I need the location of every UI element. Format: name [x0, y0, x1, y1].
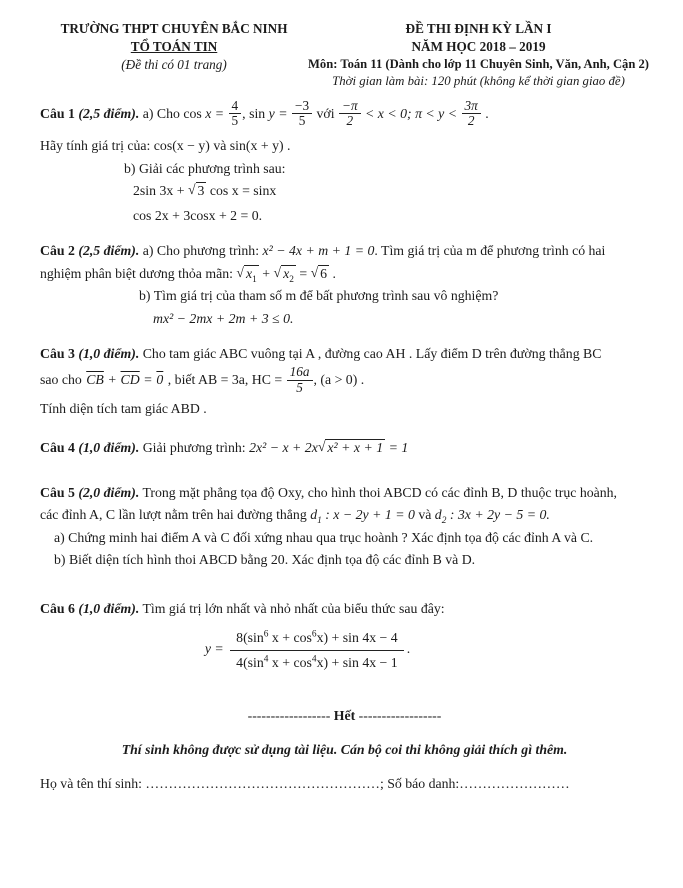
radicand-sub: 2 — [289, 274, 294, 285]
denominator: 5 — [298, 113, 306, 129]
q5-line2-pre: các đỉnh A, C lần lượt nằm trên hai đường thẳng — [40, 507, 307, 523]
num-t1: 8(sin — [236, 630, 264, 646]
question-4 — [40, 438, 649, 458]
sqrt-sign: √ — [236, 264, 244, 280]
num-t2: x + cos — [271, 630, 312, 646]
fraction — [292, 99, 312, 129]
radical — [188, 183, 206, 198]
q5-line2 — [40, 505, 649, 525]
numerator: 16a — [287, 365, 313, 380]
q2a-condition: nghiệm phân biệt dương thỏa mãn: — [40, 265, 233, 281]
numerator: −3 — [292, 99, 312, 114]
het-dashes-left: ------------------ — [247, 707, 331, 723]
question-1 — [40, 97, 649, 227]
equals-sign: = — [299, 265, 308, 281]
q3-label: Câu 3 — [40, 345, 75, 361]
question-2 — [40, 241, 649, 329]
q1-part-b-label: b) Giải các phương trình sau: — [124, 160, 286, 176]
den-exp1: 4 — [263, 654, 269, 665]
d2-base: d — [434, 507, 442, 523]
document-header — [40, 20, 649, 90]
d1-base: d — [310, 507, 318, 523]
q6-intro: Tìm giá trị lớn nhất và nhỏ nhất của biểu thức sau đây: — [142, 601, 445, 617]
q1-eq1-post: cos x = sinx — [209, 183, 277, 199]
q6-intro-line — [40, 599, 649, 619]
q1a-end: . — [485, 105, 489, 121]
q1-points: (2,5 điểm). — [78, 105, 140, 121]
denominator: 2 — [467, 113, 475, 129]
candidate-id-label: ; Số báo danh: — [379, 775, 460, 791]
duration-line: Thời gian làm bài: 120 phút (không kể thời gian giao đề) — [332, 73, 625, 88]
d1-equation: : x − 2y + 1 = 0 — [325, 507, 415, 523]
q2a-post: . Tìm giá trị của m để phương trình có hai — [374, 243, 606, 259]
q2a-pre: a) Cho phương trình: — [142, 243, 260, 259]
num-t3: x) + sin 4x − 4 — [316, 630, 398, 646]
exam-title: ĐỀ THI ĐỊNH KỲ LẦN I — [405, 21, 552, 36]
question-5 — [40, 483, 649, 571]
numerator: −π — [339, 99, 361, 114]
radicand-base: x — [245, 265, 253, 281]
het-dashes-right: ------------------ — [358, 707, 442, 723]
q2-part-a-line1 — [40, 241, 649, 261]
candidate-name-label: Họ và tên thí sinh: — [40, 775, 142, 791]
subject-line: Môn: Toán 11 (Dành cho lớp 11 Chuyên Sinh, Văn, Anh, Cận 2) — [308, 56, 649, 71]
school-block — [40, 20, 308, 90]
fraction — [287, 365, 313, 395]
radical — [236, 264, 258, 285]
q5-statement: Trong mặt phẳng tọa độ Oxy, cho hình thoi ABCD có các đỉnh B, D thuộc trục hoành, — [142, 484, 617, 500]
exam-info-block — [308, 20, 649, 90]
vector-CD: $\overline{CD}$ — [120, 372, 140, 388]
radicand — [281, 265, 296, 285]
q5-label: Câu 5 — [40, 484, 75, 500]
fraction — [229, 99, 242, 129]
q1-equation-1 — [133, 181, 649, 201]
q6-points: (1,0 điểm). — [78, 601, 140, 617]
q2a-equation: x² − 4x + m + 1 = 0 — [262, 243, 375, 259]
radical — [311, 266, 329, 281]
candidate-id-dots: …………………… — [459, 775, 570, 791]
q2-part-b-label: b) Tìm giá trị của tham số m để bất phương trình sau vô nghiệm? — [139, 288, 499, 304]
fraction — [462, 99, 481, 129]
denominator: 5 — [296, 379, 303, 395]
num-exp1: 6 — [263, 629, 269, 640]
question-3 — [40, 344, 649, 419]
q1a-sin: sin — [249, 105, 266, 121]
sqrt-sign: √ — [310, 264, 319, 280]
het-line — [40, 706, 649, 726]
q5-va: và — [418, 507, 432, 523]
plus-sign: + — [108, 372, 117, 388]
q1-part-a2-line — [40, 136, 649, 156]
den-t2: x + cos — [271, 655, 312, 670]
q5-item-b: b) Biết diện tích hình thoi ABCD bằng 20. Xác định tọa độ các đỉnh B và D. — [54, 552, 476, 568]
den-exp2: 4 — [311, 654, 317, 665]
q4-label: Câu 4 — [40, 439, 75, 455]
document-footer — [40, 706, 649, 794]
q2-part-a-line2 — [40, 264, 649, 284]
q4-line — [40, 438, 649, 458]
q5-item-a: a) Chứng minh hai điểm A và C đối xứng nhau qua trục hoành ? Xác định tọa độ các đỉnh A và C. — [54, 529, 594, 545]
q1-eq1-pre: 2sin 3x + — [133, 183, 185, 199]
q1a2-expr2: sin(x + y) — [229, 138, 284, 154]
q3-end: , (a > 0) . — [313, 372, 365, 388]
q1a-voi: với — [316, 105, 335, 121]
q4-eq-pre: 2x² − x + 2x — [249, 439, 318, 455]
radical — [318, 440, 385, 455]
q6-lhs: y = — [204, 641, 224, 657]
vector-zero: 0 — [156, 372, 164, 388]
q3-points: (1,0 điểm). — [78, 345, 140, 361]
radicand: x² + x + 1 — [327, 439, 384, 455]
line-d1 — [310, 507, 415, 526]
radical — [273, 264, 295, 285]
q2-points: (2,5 điểm). — [78, 243, 140, 259]
q6-fraction — [230, 628, 404, 672]
q1-part-a-line — [40, 97, 649, 130]
line-d2 — [434, 507, 550, 526]
q1a-y-eq: y = — [268, 105, 288, 121]
sqrt-sign: √ — [187, 182, 196, 198]
q2-label: Câu 2 — [40, 243, 75, 259]
exam-rules-note: Thí sinh không được sử dụng tài liệu. Cán bộ coi thi không giải thích gì thêm. — [121, 741, 568, 757]
q2a-end: . — [332, 265, 336, 281]
school-name: TRƯỜNG THPT CHUYÊN BẮC NINH — [60, 21, 288, 36]
radicand-sub: 1 — [252, 274, 257, 285]
page-count-note: (Đề thi có 01 trang) — [121, 56, 227, 72]
den-t3: x) + sin 4x − 1 — [316, 655, 398, 670]
numerator: 3π — [462, 99, 481, 114]
q1a2-va: và — [213, 138, 227, 154]
q3-mid: , biết AB = 3a, HC = — [167, 372, 283, 388]
radicand: 6 — [320, 265, 328, 281]
q3-line3: Tính diện tích tam giác ABD . — [40, 400, 207, 416]
numerator: 4 — [229, 99, 242, 114]
q6-label: Câu 6 — [40, 601, 75, 617]
q1a-x-eq: x = — [205, 105, 225, 121]
q1a2-expr1: cos(x − y) — [153, 138, 210, 154]
q1a-cos: cos — [183, 105, 202, 121]
q3-line2 — [40, 366, 649, 396]
vector-CB: $\overline{CB}$ — [86, 372, 104, 388]
question-6 — [40, 599, 649, 672]
radicand — [244, 265, 259, 285]
fraction — [339, 99, 361, 129]
q2-part-b-equation: mx² − 2mx + 2m + 3 ≤ 0. — [153, 310, 294, 326]
sqrt-sign: √ — [273, 264, 282, 280]
q4-pre: Giải phương trình: — [142, 439, 246, 455]
denominator: 2 — [346, 113, 354, 129]
q6-denominator — [230, 651, 404, 672]
q6-formula — [40, 628, 575, 672]
q6-numerator — [230, 628, 404, 651]
q4-points: (1,0 điểm). — [78, 439, 140, 455]
q5-points: (2,0 điểm). — [78, 484, 140, 500]
q3-line1 — [40, 344, 649, 364]
school-year: NĂM HỌC 2018 – 2019 — [411, 38, 546, 54]
q1a-comma: , — [242, 105, 246, 121]
candidate-name-dots: …………………………………………… — [145, 775, 380, 791]
radicand-base: x — [283, 265, 290, 281]
sqrt-sign: √ — [317, 438, 326, 454]
plus-sign: + — [262, 265, 271, 281]
num-exp2: 6 — [311, 629, 317, 640]
q1-equation-2: cos 2x + 3cosx + 2 = 0. — [133, 208, 263, 224]
q5-line1 — [40, 483, 649, 503]
het-label: Hết — [333, 707, 356, 723]
equals-sign: = — [144, 372, 152, 388]
q4-eq-post: = 1 — [388, 439, 409, 455]
q1a-intro: a) Cho — [142, 105, 180, 121]
q1a2-end: . — [287, 138, 291, 154]
d1-sub: 1 — [317, 515, 322, 526]
q1a2-pre: Hãy tính giá trị của: — [40, 138, 151, 154]
d2-equation: : 3x + 2y − 5 = 0. — [449, 507, 550, 523]
q6-end: . — [406, 641, 411, 657]
department-name: TỔ TOÁN TIN — [130, 38, 218, 54]
q1a-between: < x < 0; π < y < — [365, 105, 458, 121]
denominator: 5 — [231, 113, 239, 129]
d2-sub: 2 — [441, 515, 447, 526]
q1-label: Câu 1 — [40, 105, 75, 121]
radicand: 3 — [197, 183, 205, 199]
q3-saocho: sao cho — [40, 372, 82, 388]
den-t1: 4(sin — [236, 655, 264, 670]
candidate-info-line — [40, 774, 649, 794]
q3-statement: Cho tam giác ABC vuông tại A , đường cao AH . Lấy điểm D trên đường thẳng BC — [142, 345, 602, 361]
